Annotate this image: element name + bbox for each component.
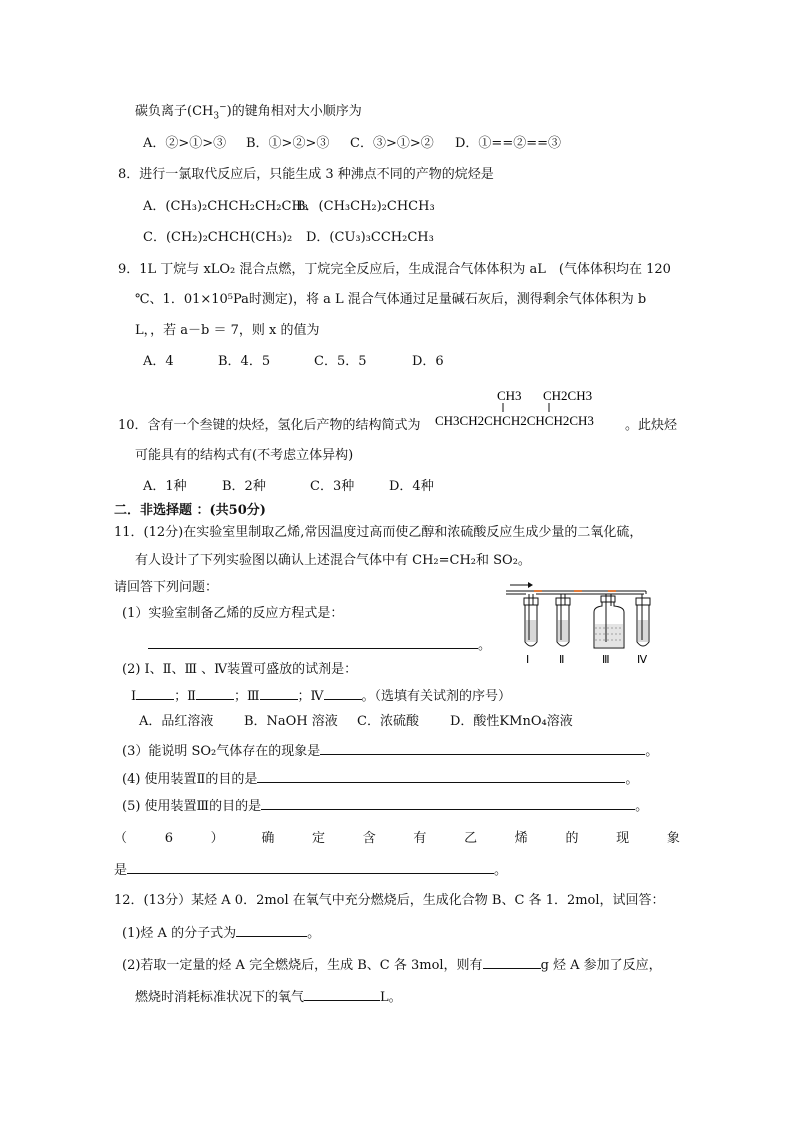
q11-reagent-a: A．品红溶液: [139, 714, 214, 729]
q11-reagent-b: B．NaOH 溶液: [244, 714, 338, 729]
apparatus-label-2: Ⅱ: [559, 654, 565, 666]
period: 。: [307, 926, 321, 941]
q11-part2-blanks: [131, 687, 511, 705]
oxygen-volume-blank[interactable]: [304, 988, 380, 1001]
apparatus-label-3: Ⅲ: [602, 654, 610, 666]
struct-methyl-branch: CH3: [497, 388, 522, 403]
q8-stem: 8．进行一氯取代反应后，只能生成 3 种沸点不同的产物的烷烃是: [118, 167, 494, 182]
q11-part3: [122, 742, 658, 760]
apparatus-svg: [506, 580, 672, 666]
apparatus-label-1: Ⅰ: [526, 654, 530, 666]
q11-part4-text: (4) 使用装置Ⅱ的目的是: [122, 772, 258, 787]
answer-blank-4[interactable]: [257, 770, 625, 783]
q11-part1-answer: [148, 636, 491, 654]
q11-part6-answer: [114, 861, 507, 879]
q10-option-c: C．3种: [310, 479, 355, 494]
q12-part2-text: (2)若取一定量的烃 A 完全燃烧后，生成 B、C 各 3mol，则有: [122, 958, 483, 973]
period: 。: [625, 772, 639, 787]
q8-option-a: A．(CH₃)₂CHCH₂CH₂CH₃: [143, 199, 309, 214]
blank-label-2: ；Ⅱ: [174, 689, 196, 704]
q11-part3-text: (3）能说明 SO₂气体存在的现象是: [122, 744, 321, 759]
q9-option-a: A．4: [143, 354, 174, 369]
structural-formula-svg: [435, 387, 625, 433]
q11-part2: (2) Ⅰ、Ⅱ、Ⅲ 、Ⅳ装置可盛放的试剂是：: [122, 662, 358, 677]
q11-part5: [122, 797, 648, 815]
p6-tail: 是: [114, 863, 128, 878]
test-tube-4: [636, 591, 650, 646]
q7-option-a: A．②>①>③: [143, 136, 227, 151]
answer-blank-6[interactable]: [127, 861, 494, 874]
q12-part2-line2-text: 燃烧时消耗标准状况下的氧气: [135, 990, 305, 1005]
q9-line1: 9．1L 丁烷与 xLO₂ 混合点燃，丁烷完全反应后，生成混合气体体积为 aL (气体体积均在 120: [118, 262, 671, 277]
q7-text-a: 碳负离子(CH: [135, 104, 214, 119]
q7-text-b: )的键角相对大小顺序为: [226, 104, 362, 119]
q9-line3: L，，若 a－b ＝ 7，则 x 的值为: [135, 323, 320, 338]
test-tube-2: [556, 594, 570, 646]
p6-char: 烯: [514, 831, 528, 846]
struct-main-chain: CH3CH2CHCH2CHCH2CH3: [435, 413, 594, 428]
q11-part1-text: (1）实验室制备乙烯的反应方程式是：: [122, 606, 344, 621]
q10-stem: 10．含有一个叁键的炔烃，氢化后产物的结构简式为: [118, 418, 421, 433]
q11-line2: 有人设计了下列实验图以确认上述混合气体中有 CH₂=CH₂和 SO₂。: [135, 553, 531, 568]
q10-option-a: A．1种: [143, 479, 187, 494]
p6-char: 6: [164, 831, 173, 846]
arrow-head-icon: [528, 582, 533, 588]
q10-option-b: B．2种: [222, 479, 266, 494]
wash-bottle-3: [594, 594, 624, 648]
q10-line2: 可能具有的结构式有(不考虑立体异构): [135, 448, 354, 463]
q12-stem: 12．(13分）某烃 A 0．2mol 在氧气中充分燃烧后，生成化合物 B、C 各 1．2mol，试回答：: [114, 893, 665, 908]
p6-char: 有: [413, 831, 427, 846]
q11-part1: [122, 606, 343, 622]
reagent-blank-4[interactable]: [324, 687, 362, 700]
q11-part4: [122, 770, 638, 788]
blank-label-3: ；Ⅲ: [233, 689, 260, 704]
q12-part1: [122, 924, 320, 942]
q7-stem-continued: [135, 104, 362, 120]
reagent-blank-1[interactable]: [136, 687, 174, 700]
formula-blank-tail[interactable]: [298, 924, 307, 937]
test-tube-1: [524, 594, 538, 646]
p6-char: 的: [565, 831, 579, 846]
p6-char: 象: [666, 831, 680, 846]
q12-part2: [122, 956, 662, 974]
q12-part2-line2: [135, 988, 402, 1006]
q10-option-d: D．4种: [389, 479, 434, 494]
q7-option-c: C．③>①>②: [350, 136, 434, 151]
q7-option-d: D．①==②==③: [455, 136, 561, 151]
q8-option-c: C．(CH₂)₂CHCH(CH₃)₂: [143, 230, 293, 245]
q11-line1: 11．(12分)在实验室里制取乙烯,常因温度过高而使乙醇和浓硫酸反应生成少量的二氧化硫，: [114, 525, 643, 540]
apparatus-diagram: [506, 580, 672, 670]
period: 。: [645, 744, 659, 759]
q11-reagent-c: C．浓硫酸: [357, 714, 419, 729]
answer-blank-3[interactable]: [320, 742, 645, 755]
p6-char: 定: [312, 831, 326, 846]
q8-option-d: D．(CU₃)₃CCH₂CH₃: [306, 230, 434, 245]
reagent-blank-3[interactable]: [260, 687, 298, 700]
p6-char: ）: [210, 831, 224, 846]
q11-part6-line: [114, 831, 680, 847]
apparatus-label-4: Ⅳ: [637, 654, 648, 666]
p6-char: 现: [616, 831, 630, 846]
blank-label-1: Ⅰ: [131, 689, 137, 704]
answer-blank-5[interactable]: [261, 797, 635, 810]
p6-char: 确: [261, 831, 275, 846]
q12-part2-tail: L。: [380, 990, 402, 1005]
p6-char: （: [114, 831, 128, 846]
p6-char: 乙: [464, 831, 478, 846]
reagent-blank-2[interactable]: [196, 687, 234, 700]
q11-prompt: 请回答下列问题：: [114, 580, 219, 595]
struct-ethyl-branch: CH2CH3: [543, 388, 593, 403]
q10-stem-tail: 。此炔烃: [625, 418, 678, 433]
period: 。: [478, 638, 492, 653]
formula-blank[interactable]: [236, 924, 298, 937]
q9-option-b: B．4．5: [218, 354, 271, 369]
q11-reagent-d: D．酸性KMnO₄溶液: [450, 714, 573, 729]
period: 。: [635, 799, 649, 814]
q9-line2: ℃、1．01×10⁵Pa时测定)，将 a L 混合气体通过足量碱石灰后，测得剩余气体体积为 b: [135, 292, 647, 307]
blank-label-4: ；Ⅳ: [297, 689, 324, 704]
q9-option-c: C．5．5: [314, 354, 367, 369]
mass-blank[interactable]: [483, 956, 541, 969]
structural-formula: [435, 387, 625, 437]
q12-part1-text: (1)烃 A 的分子式为: [122, 926, 237, 941]
q9-option-d: D．6: [412, 354, 444, 369]
answer-blank-1[interactable]: [148, 636, 478, 649]
period: 。: [494, 863, 508, 878]
q8-option-b: B．(CH₃CH₂)₂CHCH₃: [296, 199, 435, 214]
q7-sub: 3: [213, 111, 220, 122]
section-title: 二．非选择题 ：(共50分): [114, 503, 266, 518]
q7-sup: −: [219, 102, 227, 113]
q11-part5-text: (5) 使用装置Ⅲ的目的是: [122, 799, 262, 814]
q7-option-b: B．①>②>③: [246, 136, 330, 151]
p6-char: 含: [362, 831, 376, 846]
part2-note: 。（选填有关试剂的序号）: [361, 689, 512, 704]
q12-part2-mid: g 烃 A 参加了反应，: [540, 958, 662, 973]
